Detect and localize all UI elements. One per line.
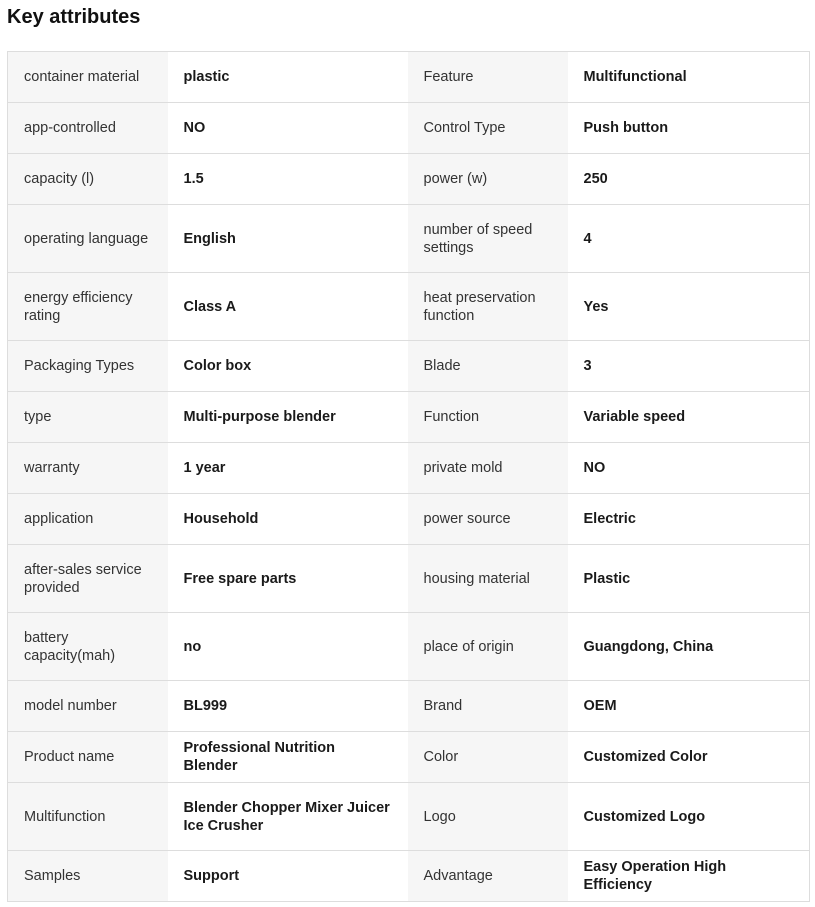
attribute-key: energy efficiency rating	[8, 273, 168, 341]
attribute-key: Multifunction	[8, 783, 168, 851]
table-row	[8, 443, 810, 494]
attribute-value: plastic	[168, 52, 408, 103]
table-row	[8, 851, 810, 902]
attribute-value: 250	[568, 154, 810, 205]
table-row	[8, 545, 810, 613]
attribute-value: Class A	[168, 273, 408, 341]
attribute-value: OEM	[568, 681, 810, 732]
attribute-key: capacity (l)	[8, 154, 168, 205]
attribute-value: Support	[168, 851, 408, 902]
attribute-key: Product name	[8, 732, 168, 783]
attribute-key: Function	[408, 392, 568, 443]
attribute-key: Feature	[408, 52, 568, 103]
attribute-key: place of origin	[408, 613, 568, 681]
attribute-value: Variable speed	[568, 392, 810, 443]
attribute-value: Electric	[568, 494, 810, 545]
attribute-key: Blade	[408, 341, 568, 392]
attribute-value: 4	[568, 205, 810, 273]
attribute-value: Color box	[168, 341, 408, 392]
attribute-value: Yes	[568, 273, 810, 341]
attributes-table	[7, 51, 810, 902]
attribute-value: 3	[568, 341, 810, 392]
attribute-key: type	[8, 392, 168, 443]
attribute-key: battery capacity(mah)	[8, 613, 168, 681]
table-row	[8, 273, 810, 341]
attribute-key: application	[8, 494, 168, 545]
table-row	[8, 613, 810, 681]
table-row	[8, 392, 810, 443]
table-row	[8, 154, 810, 205]
attribute-value: Push button	[568, 103, 810, 154]
attribute-key: private mold	[408, 443, 568, 494]
attribute-key: operating language	[8, 205, 168, 273]
table-row	[8, 341, 810, 392]
attribute-value: Customized Color	[568, 732, 810, 783]
attribute-value: Professional Nutrition Blender	[168, 732, 408, 783]
attribute-key: after-sales service provided	[8, 545, 168, 613]
attribute-value: NO	[568, 443, 810, 494]
attribute-key: Color	[408, 732, 568, 783]
table-row	[8, 103, 810, 154]
attribute-value: NO	[168, 103, 408, 154]
table-row	[8, 52, 810, 103]
attribute-key: power source	[408, 494, 568, 545]
attribute-key: warranty	[8, 443, 168, 494]
attribute-key: Samples	[8, 851, 168, 902]
attribute-key: Packaging Types	[8, 341, 168, 392]
attribute-value: Guangdong, China	[568, 613, 810, 681]
attribute-value: English	[168, 205, 408, 273]
attribute-key: model number	[8, 681, 168, 732]
attribute-value: Multifunctional	[568, 52, 810, 103]
attribute-key: heat preservation function	[408, 273, 568, 341]
attribute-value: Household	[168, 494, 408, 545]
attribute-key: app-controlled	[8, 103, 168, 154]
attribute-key: Brand	[408, 681, 568, 732]
attribute-value: Easy Operation High Efficiency	[568, 851, 810, 902]
attribute-value: Plastic	[568, 545, 810, 613]
attribute-key: container material	[8, 52, 168, 103]
table-row	[8, 494, 810, 545]
attribute-key: number of speed settings	[408, 205, 568, 273]
table-row	[8, 732, 810, 783]
attribute-key: housing material	[408, 545, 568, 613]
attribute-value: no	[168, 613, 408, 681]
attribute-key: power (w)	[408, 154, 568, 205]
attribute-value: Blender Chopper Mixer Juicer Ice Crusher	[168, 783, 408, 851]
table-row	[8, 783, 810, 851]
attribute-key: Advantage	[408, 851, 568, 902]
attribute-value: Customized Logo	[568, 783, 810, 851]
section-title: Key attributes	[7, 6, 141, 28]
attribute-value: Free spare parts	[168, 545, 408, 613]
attribute-value: Multi-purpose blender	[168, 392, 408, 443]
attribute-value: BL999	[168, 681, 408, 732]
attribute-value: 1 year	[168, 443, 408, 494]
attribute-key: Control Type	[408, 103, 568, 154]
attribute-value: 1.5	[168, 154, 408, 205]
table-row	[8, 205, 810, 273]
table-row	[8, 681, 810, 732]
attribute-key: Logo	[408, 783, 568, 851]
